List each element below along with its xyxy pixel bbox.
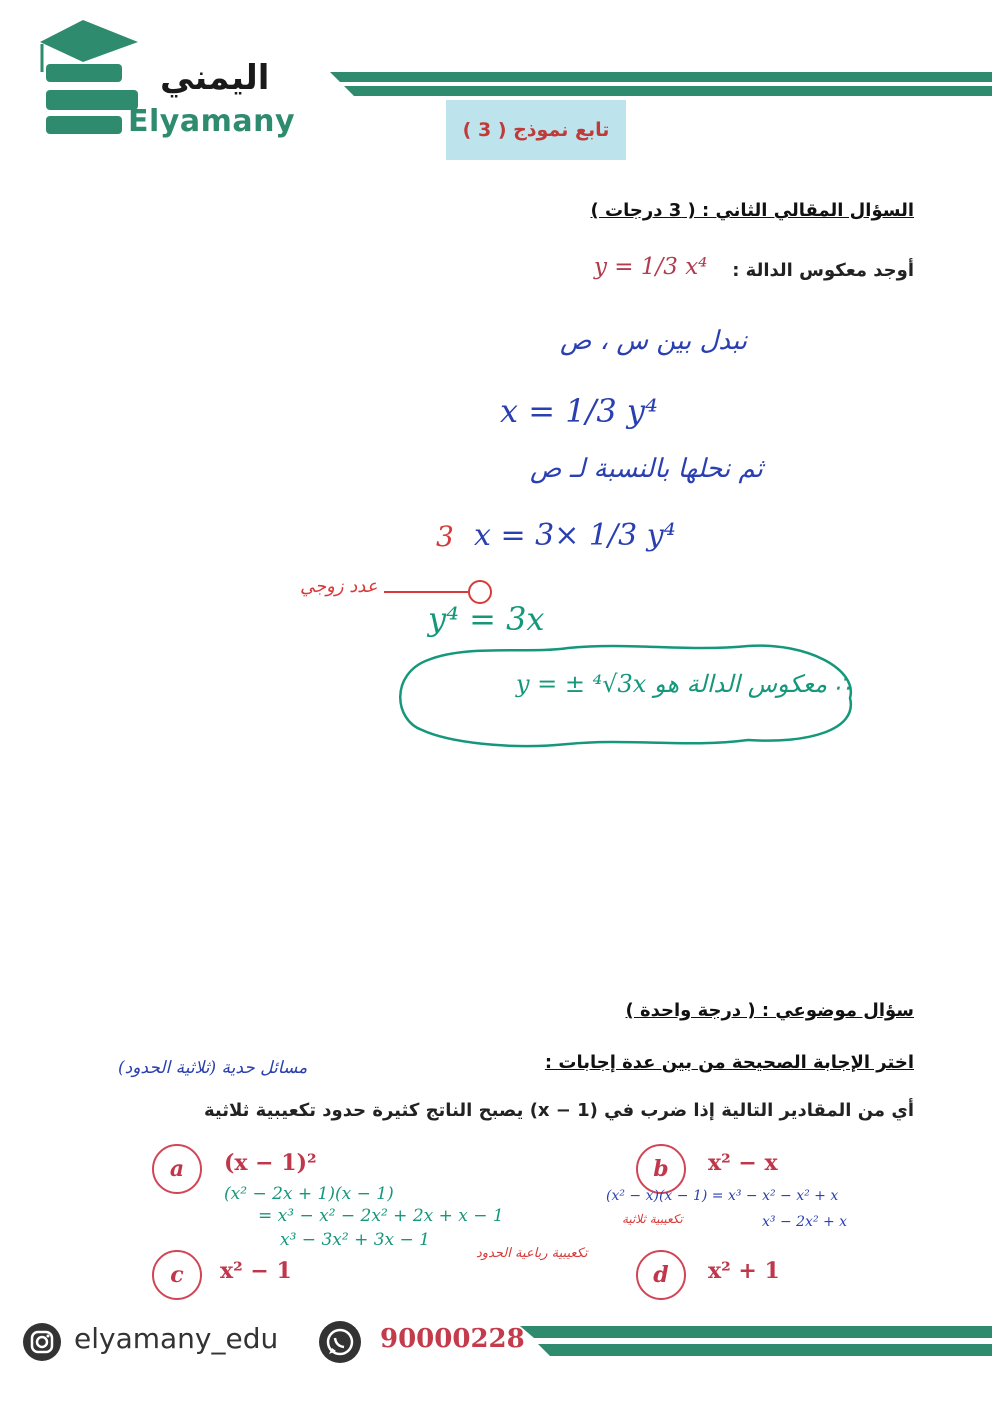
graduation-cap-icon <box>28 14 138 144</box>
solution-side-note: عدد زوجي <box>300 576 378 597</box>
solution-step-swap: نبدل بين س ، ص <box>560 326 748 356</box>
instagram-icon[interactable] <box>22 1322 62 1362</box>
choice-b-work-line1: (x² − x)(x − 1) = x³ − x² − x² + x <box>606 1188 839 1204</box>
choice-a-work-line3: x³ − 3x² + 3x − 1 <box>280 1230 430 1250</box>
choice-c-circle[interactable]: c <box>152 1250 202 1300</box>
choice-a-work-note: تكعيبية رباعية الحدود <box>476 1246 588 1261</box>
footer-instagram-handle[interactable]: elyamany_edu <box>74 1322 279 1355</box>
essay-question-prompt <box>732 260 914 281</box>
essay-question-heading: السؤال المقالي الثاني : ( 3 درجات ) <box>590 200 914 221</box>
header-stripes <box>330 66 992 106</box>
choice-d-expression[interactable]: x² + 1 <box>708 1258 780 1284</box>
solution-step-solve: ثم نحلها بالنسبة لـ ص <box>530 454 764 484</box>
logo-english-name: Elyamany <box>128 104 295 139</box>
objective-question-instruction: اختر الإجابة الصحيحة من بين عدة إجابات : <box>544 1052 914 1073</box>
choice-b-expression[interactable]: x² − x <box>708 1150 778 1176</box>
choice-b-work-line2: x³ − 2x² + x <box>762 1214 848 1230</box>
choice-b-circle[interactable]: b <box>636 1144 686 1194</box>
essay-prompt-text: أوجد معكوس الدالة : <box>732 260 914 281</box>
choice-a-circle[interactable]: a <box>152 1144 202 1194</box>
choice-a-work-line1: (x² − 2x + 1)(x − 1) <box>224 1184 394 1204</box>
footer-phone-number[interactable]: 90000228 <box>380 1324 525 1354</box>
objective-side-note: مسائل حدية (ثلاثية الحدود) <box>118 1058 308 1078</box>
objective-question-heading: سؤال موضوعي : ( درجة واحدة ) <box>625 1000 914 1021</box>
solution-step-swapped-equation: x = 1/3 y⁴ <box>500 392 658 430</box>
logo-arabic-name: اليمني <box>160 58 270 98</box>
choice-a-work-line2: = x³ − x² − 2x² + 2x + x − 1 <box>258 1206 504 1226</box>
choice-b-work-note: تكعيبية ثلاثية <box>622 1212 683 1226</box>
solution-final-answer: ∴ معكوس الدالة هو y = ± ⁴√3x <box>515 670 850 698</box>
objective-question-text: أي من المقادير التالية إذا ضرب في (x − 1) يصبح الناتج كثيرة حدود تكعيبية ثلاثية <box>203 1100 914 1121</box>
solution-step-power: y⁴ = 3x <box>428 600 545 638</box>
page-title: تابع نموذج ( 3 ) <box>446 100 626 160</box>
choice-d-circle[interactable]: d <box>636 1250 686 1300</box>
footer-stripes <box>520 1322 992 1362</box>
solution-multiplier: 3 <box>436 520 454 553</box>
choice-a-expression[interactable]: (x − 1)² <box>224 1150 317 1176</box>
whatsapp-icon[interactable] <box>318 1320 362 1364</box>
choice-c-expression[interactable]: x² − 1 <box>220 1258 292 1284</box>
solution-step-multiply: x = 3× 1/3 y⁴ <box>474 518 676 553</box>
essay-equation: y = 1/3 x⁴ <box>594 254 708 280</box>
